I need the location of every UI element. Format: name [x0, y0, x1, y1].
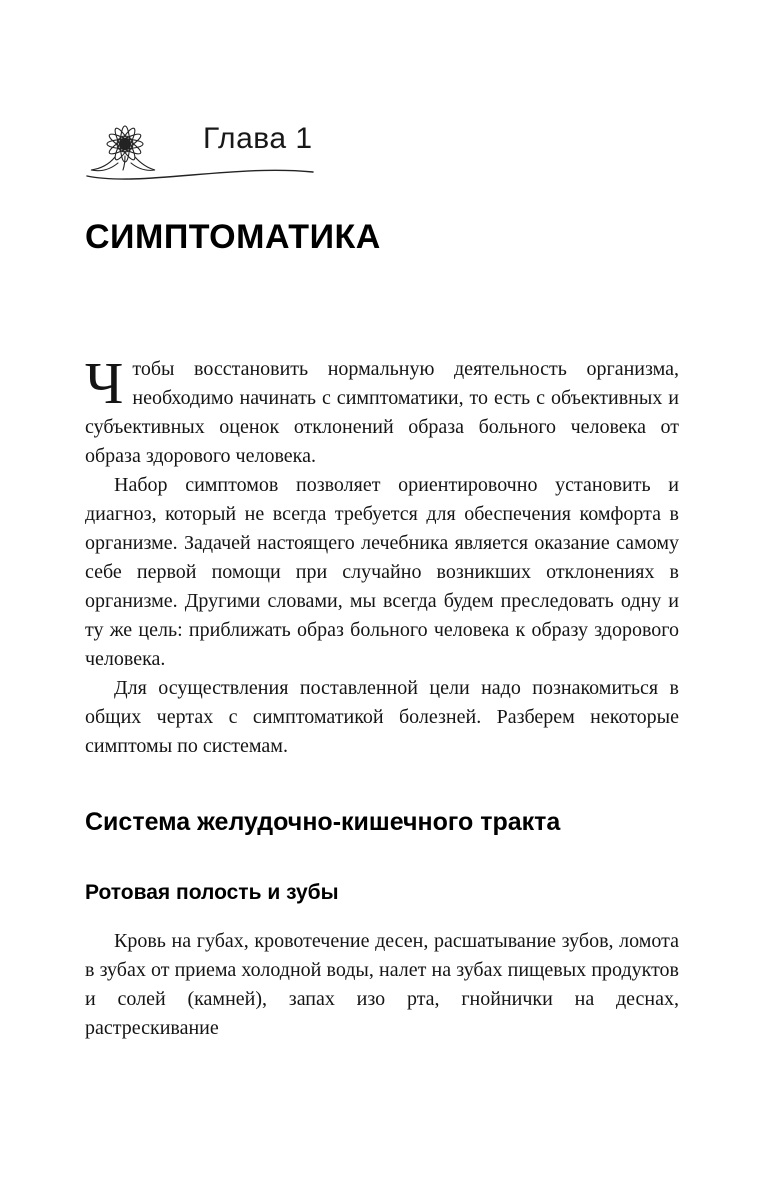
paragraph-1 — [85, 350, 679, 471]
subsection-heading-mouth-teeth: Ротовая полость и зубы — [85, 881, 339, 904]
page-title: СИМПТОМАТИКА — [85, 218, 381, 256]
paragraph-2: Набор симптомов позволяет ориентировочно установить и диагноз, который не всегда требуется для обеспечения комфорта в организме. Задачей настоящего лечебника является оказание самому себе первой помощи при случайно возникших отклонениях в организме. Другими словами, мы всегда будем преследовать одну и ту же цель: приближать образ больного человека к образу здорового человека. — [85, 474, 679, 670]
section-heading-gastrointestinal: Система желудочно-кишечного тракта — [85, 808, 561, 836]
dropcap-letter: Ч — [85, 350, 124, 416]
chapter-label: Глава 1 — [203, 122, 313, 155]
paragraph-4: Кровь на губах, кровотечение десен, расшатывание зубов, ломота в зубах от приема холодной воды, налет на зубах пищевых продуктов и солей (камней), запах изо рта, гнойнички на деснах, растрескивание — [85, 930, 679, 1039]
paragraph-1-text: тобы восстановить нормальную деятельность организма, необходимо начинать с симптоматики, то есть с объективных и субъективных оценок отклонений образа больного человека от образа здорового человека. — [85, 358, 679, 467]
body-text — [85, 350, 679, 761]
chapter-header — [85, 112, 679, 196]
paragraph-3: Для осуществления поставленной цели надо познакомиться в общих чертах с симптоматикой болезней. Разберем некоторые симптомы по системам. — [85, 677, 679, 757]
